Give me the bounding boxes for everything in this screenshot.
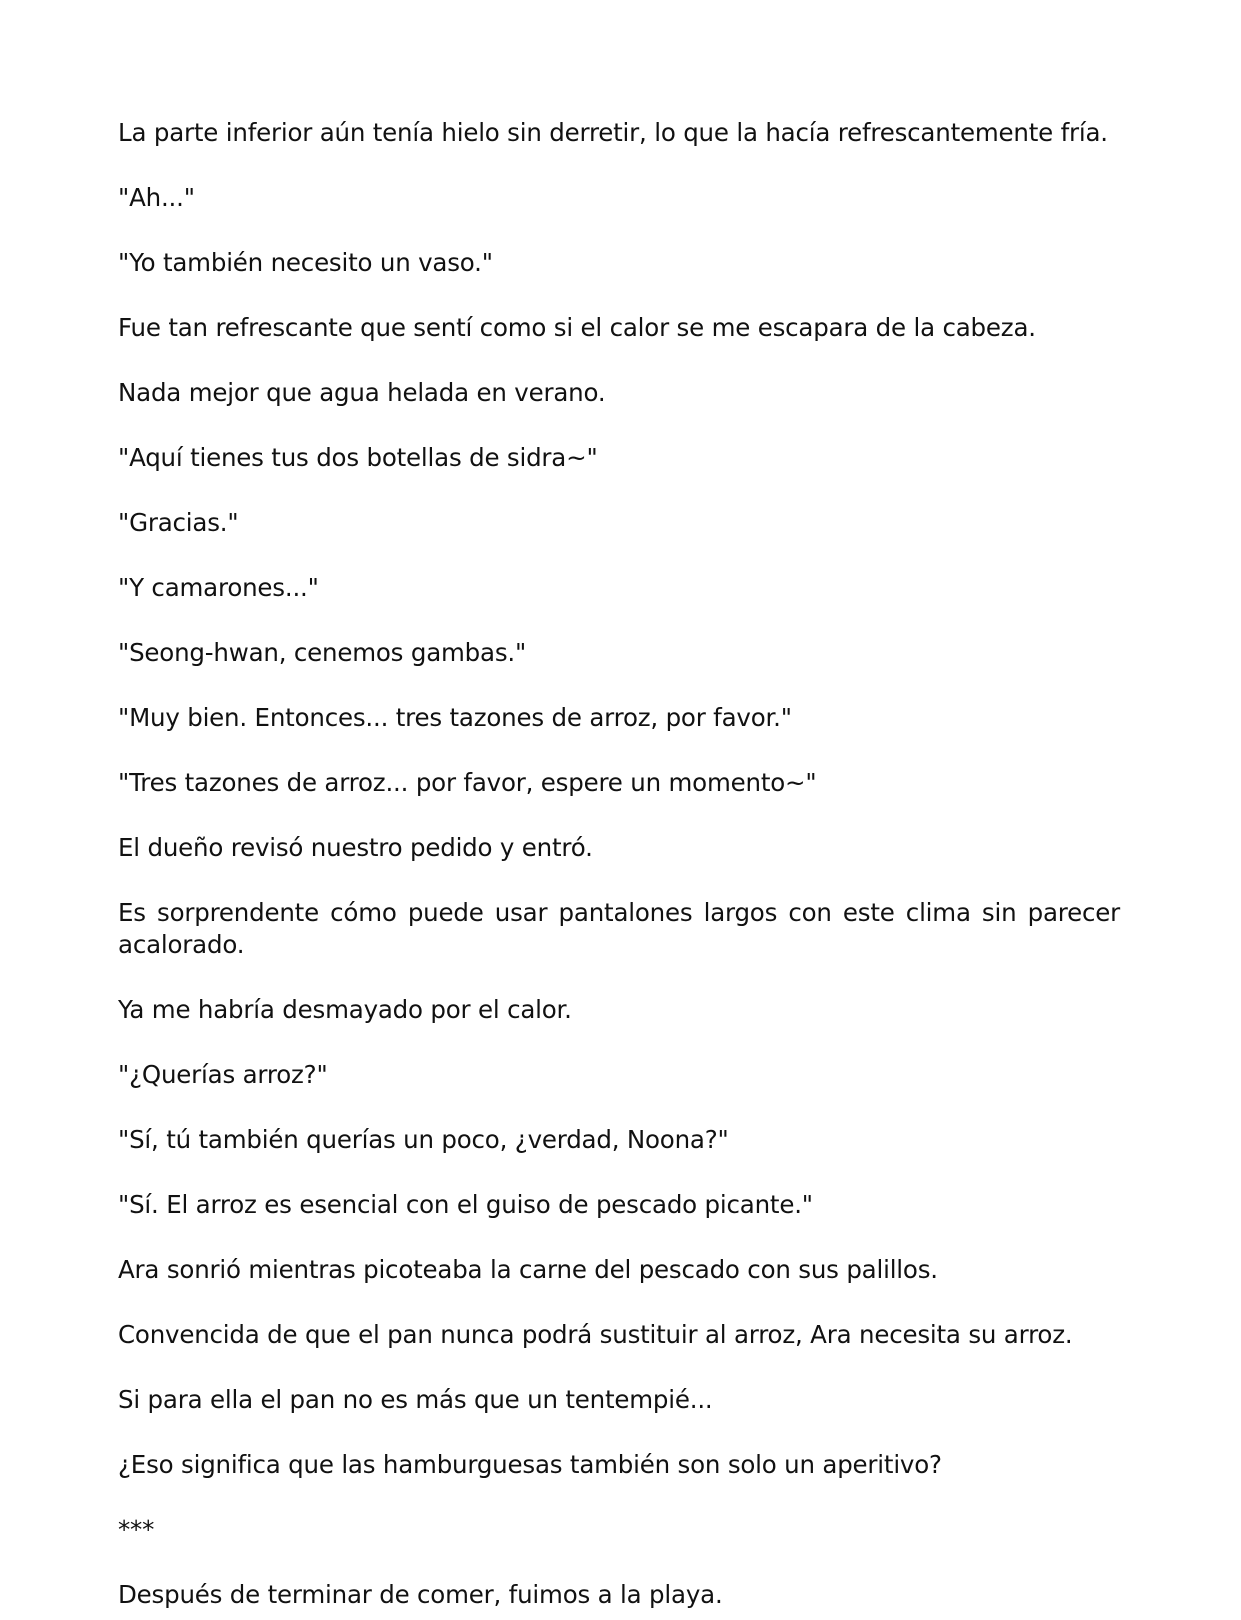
paragraph: "Seong-hwan, cenemos gambas." xyxy=(118,638,527,667)
paragraph: Nada mejor que agua helada en verano. xyxy=(118,378,606,407)
paragraph: Es sorprendente cómo puede usar pantalones largos con este clima sin parecer acalorado. xyxy=(118,898,1120,959)
paragraph: Si para ella el pan no es más que un tentempié... xyxy=(118,1385,713,1414)
paragraph: Después de terminar de comer, fuimos a la playa. xyxy=(118,1580,723,1609)
paragraph: "Sí. El arroz es esencial con el guiso de pescado picante." xyxy=(118,1190,813,1219)
paragraph: Ara sonrió mientras picoteaba la carne del pescado con sus palillos. xyxy=(118,1255,938,1284)
document-body xyxy=(118,117,1120,1611)
paragraph: "Muy bien. Entonces... tres tazones de arroz, por favor." xyxy=(118,703,792,732)
paragraph: Ya me habría desmayado por el calor. xyxy=(118,995,572,1024)
paragraph: ¿Eso significa que las hamburguesas también son solo un aperitivo? xyxy=(118,1450,942,1479)
paragraph: Fue tan refrescante que sentí como si el calor se me escapara de la cabeza. xyxy=(118,313,1036,342)
paragraph: "Ah..." xyxy=(118,183,195,212)
paragraph: "Sí, tú también querías un poco, ¿verdad, Noona?" xyxy=(118,1125,729,1154)
paragraph: Convencida de que el pan nunca podrá sustituir al arroz, Ara necesita su arroz. xyxy=(118,1320,1073,1349)
paragraph: "Y camarones..." xyxy=(118,573,319,602)
paragraph: "Gracias." xyxy=(118,508,239,537)
paragraph: La parte inferior aún tenía hielo sin derretir, lo que la hacía refrescantemente fría. xyxy=(118,118,1108,147)
paragraph: El dueño revisó nuestro pedido y entró. xyxy=(118,833,593,862)
paragraph: "Tres tazones de arroz... por favor, espere un momento~" xyxy=(118,768,817,797)
paragraph: "Aquí tienes tus dos botellas de sidra~" xyxy=(118,443,598,472)
paragraph: "¿Querías arroz?" xyxy=(118,1060,328,1089)
scene-break: *** xyxy=(118,1515,155,1544)
paragraph: "Yo también necesito un vaso." xyxy=(118,248,493,277)
